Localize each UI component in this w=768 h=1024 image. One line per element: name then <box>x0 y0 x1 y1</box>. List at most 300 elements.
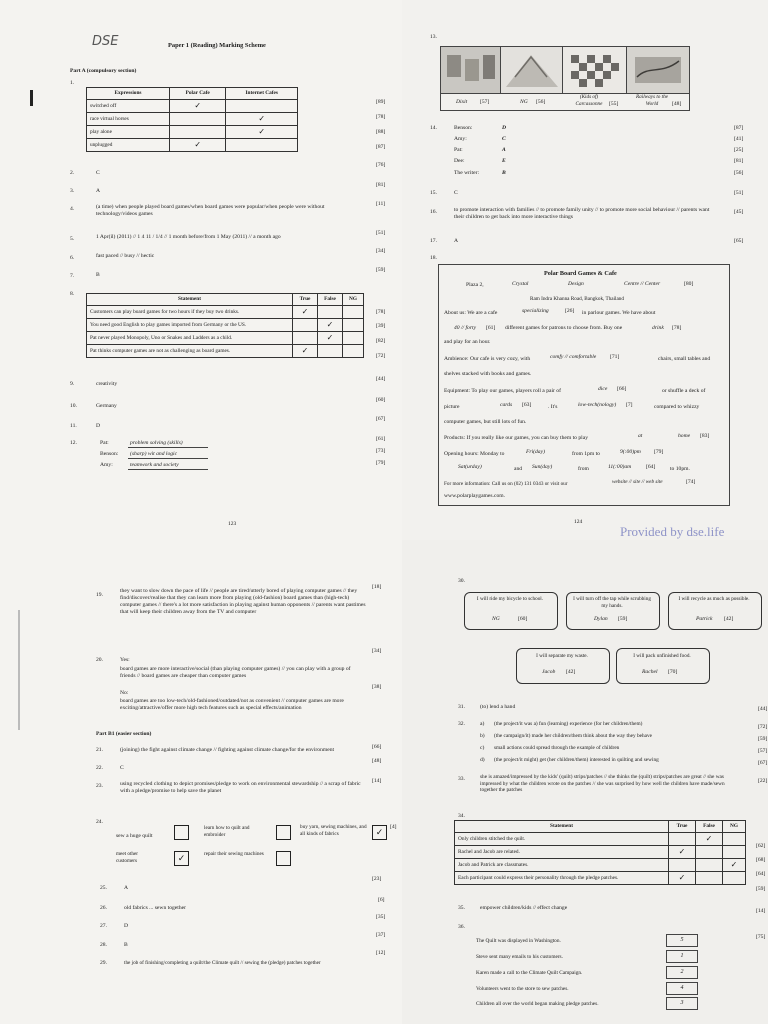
answer-text: problem solving (skills) <box>130 440 183 446</box>
cell: Pat never played Monopoly, Uno or Snakes and Ladders as a child. <box>87 332 293 345</box>
tick-cell: ✓ <box>226 126 298 139</box>
flyer-text: Opening hours: Monday to <box>444 451 505 457</box>
tick-cell: ✓ <box>669 872 696 885</box>
ref-code: [62] <box>756 843 766 849</box>
question-number: 3. <box>70 188 75 194</box>
ref-code: [73] <box>376 448 386 454</box>
answer-text: small actions could spread through the example of children <box>494 745 620 751</box>
flyer-answer: Sun(day) <box>532 464 553 470</box>
question-number: 28. <box>100 942 107 948</box>
label: Dee: <box>454 158 465 164</box>
question-number: 7. <box>70 273 75 279</box>
flyer-text: and play for an hour. <box>444 339 491 345</box>
flyer-answer: Crystal <box>512 281 529 287</box>
q1-table <box>86 87 298 152</box>
handwritten-note: DSE <box>92 34 119 49</box>
caption-answer: Dixit <box>456 99 468 105</box>
tick-cell <box>226 100 298 113</box>
flyer-answer: 9(:00)pm <box>620 449 641 455</box>
tick-cell <box>343 332 364 345</box>
sequence-box: 3 <box>666 997 698 1010</box>
flyer-text: computer games, but still lots of fun. <box>444 419 527 425</box>
pledge-text: I will ride my bicycle to school. <box>476 596 544 602</box>
question-number: 10. <box>70 403 77 409</box>
answer-text: empower children/kids // effect change <box>480 905 568 911</box>
game-picture-dixit <box>440 46 502 94</box>
ref-code: [14] <box>372 778 382 784</box>
ref-code: [78] <box>376 114 386 120</box>
tick-cell: ✓ <box>293 345 318 358</box>
ref-code: [42] <box>566 669 576 675</box>
flyer-answer: dice <box>598 386 608 392</box>
table-row <box>455 859 746 872</box>
table-row <box>87 306 364 319</box>
ref-code: [63] <box>522 402 532 408</box>
checkbox <box>276 851 291 866</box>
ref-code: [59] <box>376 267 386 273</box>
tick-cell <box>293 332 318 345</box>
ref-code: [4] <box>390 824 397 830</box>
table-header: NG <box>343 294 364 306</box>
cell: Each participant could express their personality through the pledge patches. <box>455 872 669 885</box>
ref-code: [35] <box>376 914 386 920</box>
label: The writer: <box>454 170 480 176</box>
pledge-text: I will recycle as much as possible. <box>678 596 750 602</box>
checkbox: ✓ <box>174 851 189 866</box>
answer-text: C <box>96 170 100 176</box>
section-heading: Part A (compulsory section) <box>70 68 137 74</box>
ref-code: [39] <box>376 323 386 329</box>
flyer-answer: Fri(day) <box>526 449 545 455</box>
flyer-answer: 40 // forty <box>454 325 477 331</box>
question-number: 12. <box>70 440 77 446</box>
flyer-text: Ambience: Our cafe is very cozy, with <box>444 356 531 362</box>
answer-text: D <box>502 125 507 131</box>
table-header: False <box>696 821 723 833</box>
flyer-answer: Centre // Center <box>624 281 661 287</box>
question-number: 15. <box>430 190 437 196</box>
question-number: 22. <box>96 765 103 771</box>
question-number: 33. <box>458 776 465 782</box>
ref-code: [70] <box>668 669 678 675</box>
answer-text: A <box>124 885 129 891</box>
flyer-answer: 11(:00)am <box>608 464 632 470</box>
ref-code: [12] <box>376 950 386 956</box>
sub-label: b) <box>480 733 485 739</box>
answer-text: D <box>96 423 101 429</box>
question-number: 2. <box>70 170 75 176</box>
tick-cell: ✓ <box>169 139 225 152</box>
table-header: False <box>318 294 343 306</box>
question-number: 13. <box>430 34 437 40</box>
flyer-text: different games for patrons to choose from. Buy one <box>505 325 623 331</box>
option-text: sew a huge quilt <box>116 833 153 839</box>
cell: unplugged <box>87 139 170 152</box>
ref-code: [87] <box>734 125 744 131</box>
ref-code: [59] <box>756 886 766 892</box>
tick-cell: ✓ <box>723 859 746 872</box>
tick-cell: ✓ <box>669 846 696 859</box>
question-number: 35. <box>458 905 465 911</box>
ref-code: [60] <box>376 397 386 403</box>
ref-code: [71] <box>610 354 620 360</box>
sequence-box: 1 <box>666 950 698 963</box>
flyer-text: www.polarplaygames.com. <box>444 493 505 499</box>
question-number: 6. <box>70 255 75 261</box>
ref-code: [59] <box>618 616 628 622</box>
question-number: 21. <box>96 747 103 753</box>
flyer-text: For more information: Call us on (02) 131 0343 or visit our <box>444 481 568 487</box>
flyer-text: or shuffle a deck of <box>662 388 706 394</box>
tick-cell: ✓ <box>226 113 298 126</box>
ref-code: [74] <box>686 479 696 485</box>
flyer-text: and <box>514 466 523 472</box>
flyer-text: to 10pm. <box>670 466 690 472</box>
ref-code: [11] <box>376 201 386 207</box>
question-number: 17. <box>430 238 437 244</box>
cell: Customers can play board games for two hours if they buy two drinks. <box>87 306 293 319</box>
ref-code: [75] <box>756 934 766 940</box>
table-header: True <box>293 294 318 306</box>
answer-text: A <box>96 188 101 194</box>
flyer-text: in parlour games. We have about <box>582 310 656 316</box>
sequence-statement: The Quilt was displayed in Washington. <box>476 938 561 944</box>
game-picture-ng <box>500 46 564 94</box>
answer-text: (the campaign/it) made her children/them think about the way they behave <box>494 733 652 739</box>
ref-code: [72] <box>376 353 386 359</box>
ref-code: [25] <box>734 147 744 153</box>
cell: You need good English to play games imported from Germany or the US. <box>87 319 293 332</box>
question-number: 5. <box>70 236 75 242</box>
flyer-text: Plaza 2, <box>466 282 484 288</box>
label: Yes: <box>120 657 130 663</box>
ref-code: [57] <box>758 748 768 754</box>
ref-code: [51] <box>376 230 386 236</box>
label: Pat: <box>100 440 109 446</box>
answer-text: fast paced // busy // hectic <box>96 253 155 259</box>
flyer-answer: low-tech(nology) <box>578 402 617 408</box>
flyer-answer: drink <box>652 325 664 331</box>
checkbox: ✓ <box>372 825 387 840</box>
label: Amy: <box>454 136 467 142</box>
ref-code: [34] <box>376 248 386 254</box>
checkbox <box>276 825 291 840</box>
answer-text: the job of finishing/completing a quilt/the Climate quilt // sewing the (pledge) patches together <box>124 960 321 966</box>
ref-code: [64] <box>756 871 766 877</box>
ref-code: [41] <box>734 136 744 142</box>
flyer-title: Polar Board Games & Cafe <box>544 270 617 277</box>
q34-table <box>454 820 746 885</box>
sub-label: a) <box>480 721 485 727</box>
ref-code: [68] <box>756 857 766 863</box>
tick-cell <box>293 319 318 332</box>
sequence-box: 5 <box>666 934 698 947</box>
watermark: Provided by dse.life <box>620 524 725 539</box>
answer-text: (to) lend a hand <box>480 704 516 710</box>
ref-code: [56] <box>734 170 744 176</box>
answer-text: C <box>502 136 506 142</box>
flyer-text: shelves stacked with books and games. <box>444 371 532 377</box>
flyer-text: Equipment: To play our games, players roll a pair of <box>444 388 561 394</box>
ref-code: [76] <box>376 162 386 168</box>
table-header: Internet Cafes <box>226 88 298 100</box>
answer-text: B <box>124 942 128 948</box>
ref-code: [66] <box>617 386 627 392</box>
tick-cell: ✓ <box>169 100 225 113</box>
ref-code: [38] <box>372 684 382 690</box>
tick-cell <box>343 345 364 358</box>
pledge-text: I will pack unfinished food. <box>633 653 691 659</box>
ref-code: [48] <box>672 101 682 107</box>
question-number: 9. <box>70 381 75 387</box>
tick-cell <box>696 859 723 872</box>
question-number: 19. <box>96 592 103 598</box>
caption-answer: Railways to the World <box>636 94 668 107</box>
answer-text: C <box>120 765 124 771</box>
ref-code: [79] <box>376 460 386 466</box>
tick-cell: ✓ <box>293 306 318 319</box>
sub-label: c) <box>480 745 485 751</box>
ref-code: [59] <box>758 736 768 742</box>
ref-code: [81] <box>734 158 744 164</box>
ref-code: [81] <box>376 182 386 188</box>
option-text: buy yarn, sewing machines, and all kinds of fabrics <box>300 824 367 837</box>
tick-cell <box>669 833 696 846</box>
pledge-text: I will separate my waste. <box>536 653 588 659</box>
table-header: NG <box>723 821 746 833</box>
question-number: 8. <box>70 291 75 297</box>
ref-code: [89] <box>376 99 386 105</box>
caption-answer: (Kids of) Carcassonne <box>575 94 603 107</box>
ref-code: [61] <box>486 325 496 331</box>
answer-text: D <box>124 923 129 929</box>
tick-cell: ✓ <box>318 319 343 332</box>
tick-cell <box>343 319 364 332</box>
flyer-text: Ram Indra Khanna Road, Bangkok, Thailand <box>530 296 624 302</box>
ref-code: [45] <box>734 209 744 215</box>
flyer-text: Products: If you really like our games, you can buy them to play <box>444 435 589 441</box>
question-number: 23. <box>96 783 103 789</box>
answer-text: (a time) when people played board games/when board games were popular/when people were without technology/videos games <box>96 204 325 217</box>
page-125 <box>0 540 402 1024</box>
section-heading: Part B1 (easier section) <box>96 731 152 737</box>
ref-code: [65] <box>734 238 744 244</box>
question-number: 14. <box>430 125 437 131</box>
flyer-answer: Design <box>568 281 584 287</box>
question-number: 27. <box>100 923 107 929</box>
pledge-answer: Rachel <box>642 669 658 675</box>
table-header: Polar Cafe <box>169 88 225 100</box>
sub-label: d) <box>480 757 485 763</box>
label: Amy: <box>100 462 113 468</box>
question-number: 16. <box>430 209 437 215</box>
ref-code: [56] <box>536 99 546 105</box>
ref-code: [83] <box>700 433 710 439</box>
answer-text: (the project/it was a) fun (learning) experience (for her children/them) <box>494 721 643 727</box>
question-number: 26. <box>100 905 107 911</box>
label: Pat: <box>454 147 463 153</box>
answer-text: Germany <box>96 403 117 409</box>
table-row <box>87 319 364 332</box>
table-row <box>87 139 298 152</box>
caption-answer: NG <box>520 99 528 105</box>
pledge-text: I will turn off the tap while scrubbing my hands. <box>573 596 651 609</box>
flyer-text: picture <box>444 404 460 410</box>
tick-cell <box>723 846 746 859</box>
ref-code: [88] <box>376 129 386 135</box>
page-title: Paper 1 (Reading) Marking Scheme <box>168 42 266 49</box>
game-picture-railways <box>626 46 690 94</box>
answer-text: board games are too low-tech/old-fashioned/outdated/not as convenient // computer games are more exciting/attractive/offer more high tech features such as special effects/animation <box>120 698 344 711</box>
pledge-answer: NG <box>492 616 500 622</box>
answer-text: teamwork and society <box>130 462 179 468</box>
tick-cell <box>169 113 225 126</box>
tick-cell <box>226 139 298 152</box>
question-number: 1. <box>70 80 75 86</box>
table-row <box>455 846 746 859</box>
sequence-statement: Volunteers went to the store to sew patches. <box>476 986 569 992</box>
option-text: learn how to quilt and embroider <box>204 825 250 838</box>
ref-code: [79] <box>654 449 664 455</box>
ref-code: [34] <box>372 648 382 654</box>
flyer-answer: home <box>678 433 691 439</box>
question-number: 36. <box>458 924 465 930</box>
ref-code: [22] <box>758 778 768 784</box>
question-number: 29. <box>100 960 107 966</box>
flyer-answer: cards <box>500 402 513 408</box>
ref-code: [18] <box>372 584 382 590</box>
cell: switched off <box>87 100 170 113</box>
table-row <box>87 113 298 126</box>
ref-code: [7] <box>626 402 633 408</box>
table-row <box>87 100 298 113</box>
ref-code: [64] <box>646 464 656 470</box>
pledge-answer: Patrick <box>696 616 713 622</box>
ref-code: [61] <box>376 436 386 442</box>
question-number: 31. <box>458 704 465 710</box>
tick-cell <box>723 872 746 885</box>
flyer-text: About us: We are a cafe <box>444 310 498 316</box>
answer-text: they want to slow down the pace of life // people are tired/utterly bored of playing computer games // they find/discover/realise that they can learn more from playing (old-fashion) board games than (high-tech) computer games // there's a lot more satisfaction in playing against human opponents // parents want pastimes that will keep their children away from the TV and computer <box>120 588 366 615</box>
answer-text: to promote interaction with families // to promote family unity // to promote more social behaviour // parents want their children to get back into more interactive things <box>454 207 710 220</box>
flyer-answer: website // site // web site <box>612 479 663 485</box>
ref-code: [87] <box>376 144 386 150</box>
flyer-text: chairs, small tables and <box>658 356 711 362</box>
question-number: 20. <box>96 657 103 663</box>
sequence-box: 2 <box>666 966 698 979</box>
answer-text: A <box>454 238 459 244</box>
cell: Jacob and Patrick are classmates. <box>455 859 669 872</box>
tick-cell: ✓ <box>318 332 343 345</box>
answer-text: E <box>502 158 506 164</box>
answer-text: B <box>96 272 100 278</box>
ref-code: [37] <box>376 932 386 938</box>
ref-code: [14] <box>756 908 766 914</box>
sequence-box: 4 <box>666 982 698 995</box>
flyer-answer: Sat(urday) <box>458 464 482 470</box>
table-header: True <box>669 821 696 833</box>
question-number: 24. <box>96 819 103 825</box>
table-row <box>87 126 298 139</box>
ref-code: [80] <box>684 281 694 287</box>
ref-code: [67] <box>376 416 386 422</box>
ref-code: [78] <box>672 325 682 331</box>
answer-text: old fabrics ... sewn together <box>124 905 186 911</box>
tick-cell <box>318 345 343 358</box>
tick-cell: ✓ <box>696 833 723 846</box>
table-row <box>455 833 746 846</box>
ref-code: [57] <box>480 99 490 105</box>
ref-code: [42] <box>724 616 734 622</box>
cell: race virtual horses <box>87 113 170 126</box>
cell: Rachel and Jacob are related. <box>455 846 669 859</box>
label: Benson: <box>454 125 473 131</box>
page-123 <box>0 0 402 540</box>
answer-text: A <box>502 147 506 153</box>
question-number: 11. <box>70 423 77 429</box>
answer-text: she is amazed/impressed by the kids' (quilt) strips/patches // she thinks the (quilt) strips/patches are great // she was impressed by what the children wrote on the patches // she was surprised by how well the children have made/sewn together the patches <box>480 774 725 794</box>
ref-code: [60] <box>518 616 528 622</box>
answer-text: (sharp) wit and logic <box>130 451 178 457</box>
answer-text: (the project/it might) get (her children/them) interested in quilting and sewing <box>494 757 659 763</box>
cell: Only children stitched the quilt. <box>455 833 669 846</box>
question-number: 32. <box>458 721 465 727</box>
ref-code: [55] <box>609 101 619 107</box>
q8-table <box>86 293 364 358</box>
question-number: 4. <box>70 206 75 212</box>
page-number: 123 <box>228 521 237 527</box>
ref-code: [26] <box>565 308 575 314</box>
ref-code: [82] <box>376 338 386 344</box>
table-row <box>455 872 746 885</box>
ref-code: [72] <box>758 724 768 730</box>
flyer-answer: comfy // comfortable <box>550 354 597 360</box>
table-header: Statement <box>455 821 669 833</box>
game-picture-checkerboard <box>562 46 628 94</box>
table-header: Expressions <box>87 88 170 100</box>
pledge-answer: Jacob <box>542 669 556 675</box>
table-row <box>87 345 364 358</box>
question-number: 30. <box>458 578 465 584</box>
flyer-text: compared to whizzy <box>654 404 700 410</box>
tick-cell <box>696 846 723 859</box>
flyer-text: . It's <box>548 404 558 410</box>
answer-text: creativity <box>96 381 118 387</box>
flyer-text: from <box>578 466 589 472</box>
sequence-statement: Children all over the world began making pledge patches. <box>476 1001 599 1007</box>
cell: Pat thinks computer games are not as challenging as board games. <box>87 345 293 358</box>
checkbox <box>174 825 189 840</box>
question-number: 25. <box>100 885 107 891</box>
answer-text: B <box>502 170 506 176</box>
pledge-answer: Dylan <box>594 616 608 622</box>
ref-code: [6] <box>378 897 385 903</box>
option-text: meet other customers <box>116 851 139 864</box>
page-124 <box>402 0 768 540</box>
flyer-text: from 1pm to <box>572 451 600 457</box>
sequence-statement: Steve sent many emails to his customers. <box>476 954 563 960</box>
tick-cell <box>343 306 364 319</box>
ref-code: [67] <box>758 760 768 766</box>
scan-binding-mark <box>30 90 33 106</box>
answer-text: using recycled clothing to depict promises/pledge to work on environmental stewardship // a scrap of fabric with a pledge/promise to help save the planet <box>120 781 361 794</box>
cell: play alone <box>87 126 170 139</box>
table-header: Statement <box>87 294 293 306</box>
ref-code: [66] <box>372 744 382 750</box>
answer-text: C <box>454 190 458 196</box>
label: Benson: <box>100 451 119 457</box>
label: No: <box>120 690 129 696</box>
